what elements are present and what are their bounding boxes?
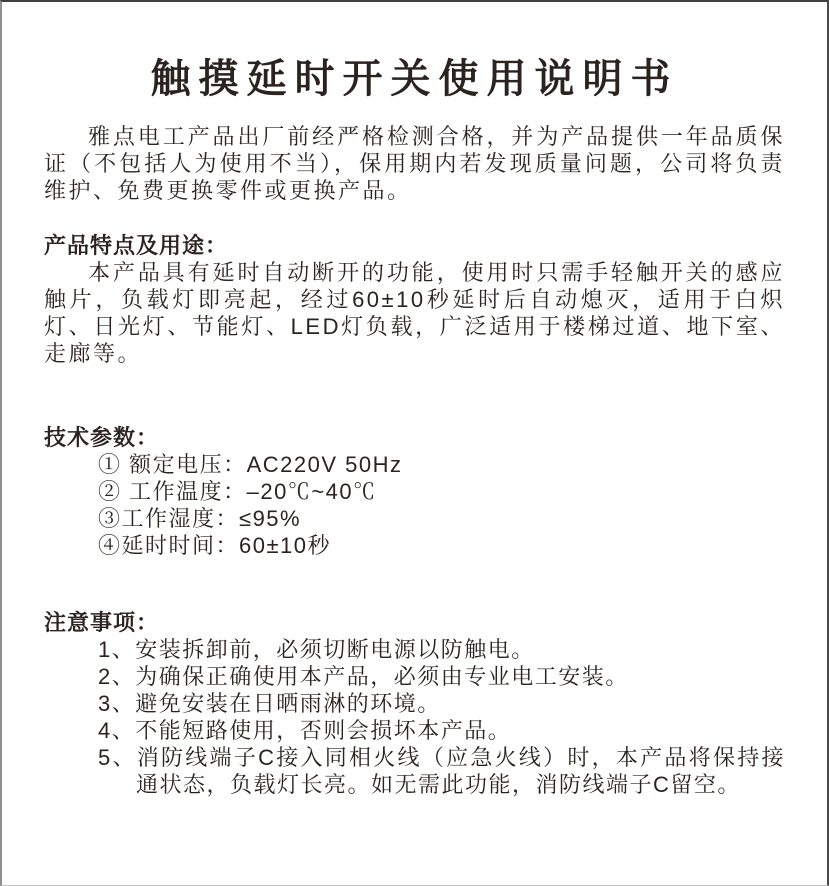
section-specs: [44, 424, 785, 559]
features-body: 本产品具有延时自动断开的功能，使用时只需手轻触开关的感应触片，负载灯即亮起，经过60±10秒延时后自动熄灭，适用于白炽灯、日光灯、节能灯、LED灯负载，广泛适用于楼梯过道、地下室、走廊等。: [44, 260, 785, 366]
specs-heading: 技术参数：: [44, 425, 160, 450]
spec-item-delay-time: ④延时时间：60±10秒: [98, 533, 332, 558]
spec-item-operating-temperature: ② 工作温度：–20℃~40℃: [98, 479, 377, 504]
notes-heading: 注意事项：: [44, 610, 160, 635]
page-title: 触摸延时开关使用说明书: [150, 57, 679, 101]
spec-item-operating-humidity: ③工作湿度：≤95%: [98, 506, 302, 531]
note-item-3: 3、避免安装在日晒雨淋的环境。: [98, 691, 441, 716]
specs-list: [98, 451, 785, 559]
section-features: [44, 232, 785, 367]
note-item-4: 4、不能短路使用，否则会损坏本产品。: [98, 718, 512, 743]
features-heading: 产品特点及用途：: [44, 233, 229, 258]
warranty-intro-paragraph: 雅点电工产品出厂前经严格检测合格，并为产品提供一年品质保证（不包括人为使用不当），保用期内若发现质量问题，公司将负责维护、免费更换零件或更换产品。: [44, 124, 785, 203]
note-item-2: 2、为确保正确使用本产品，必须由专业电工安装。: [98, 664, 629, 689]
note-item-5: 5、消防线端子C接入同相火线（应急火线）时，本产品将保持接通状态，负载灯长亮。如无需此功能，消防线端子C留空。: [98, 745, 785, 797]
section-notes: [44, 609, 785, 798]
spec-item-rated-voltage: ① 额定电压：AC220V 50Hz: [98, 452, 403, 477]
note-item-1: 1、安装拆卸前，必须切断电源以防触电。: [98, 637, 535, 662]
notes-list: [98, 636, 785, 798]
